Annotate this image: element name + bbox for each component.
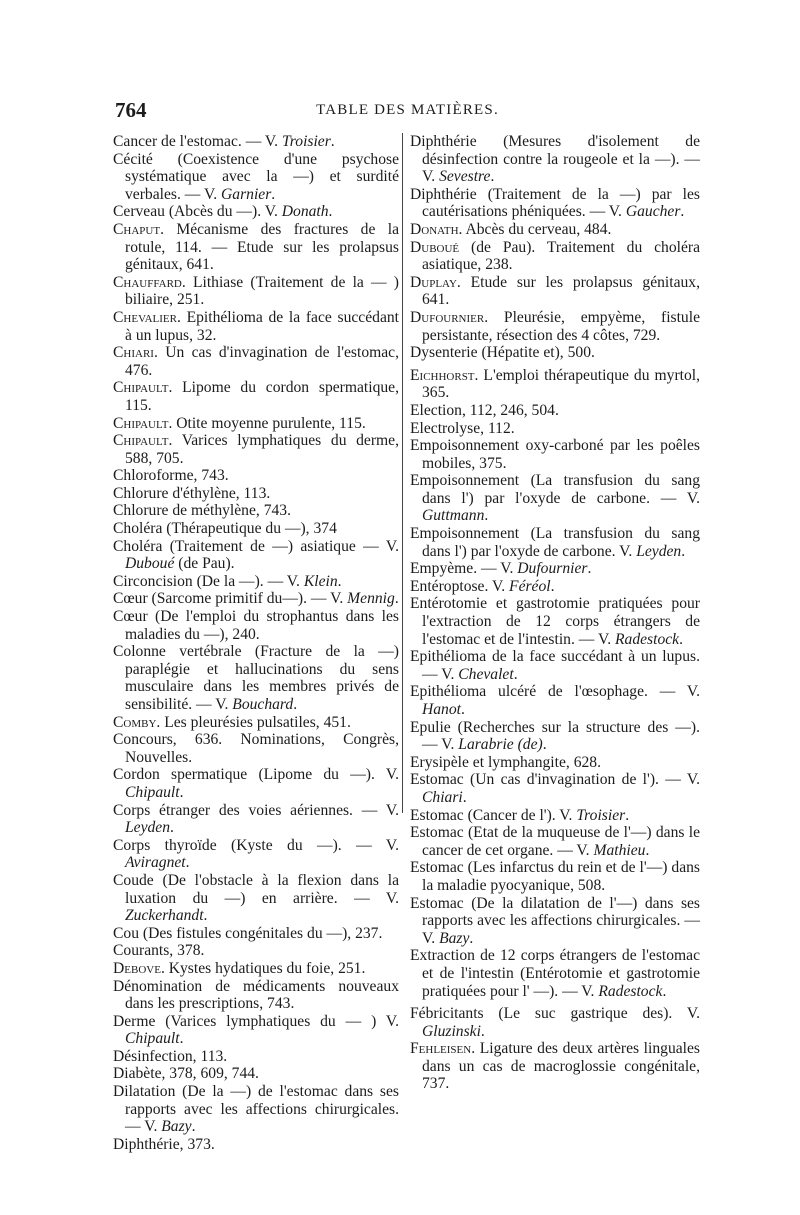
index-entry [113, 221, 399, 274]
entry-reference: Mathieu [593, 841, 646, 859]
index-entry [410, 771, 700, 806]
index-entry [410, 420, 700, 438]
entry-reference: Hanot [422, 701, 461, 718]
index-entry [113, 415, 399, 433]
index-entry [113, 151, 399, 204]
entry-text: Corps étranger des voies aériennes. — V. [113, 801, 399, 819]
entry-tail: . [185, 854, 190, 872]
entry-text: Extraction de 12 corps étrangers de l'estomac et de l'intestin (Entérotomie et gastrotomie pratiquées pour l' —). — V. [410, 947, 700, 1000]
entry-tail: . [337, 572, 342, 590]
entry-reference: Larabrie (de) [458, 736, 543, 754]
entry-text: Cœur (De l'emploi du strophantus dans les maladies du —), 240. [113, 608, 399, 643]
entry-text: . L'emploi thérapeutique du myrtol, 365. [422, 366, 700, 402]
entry-text: . Ligature des deux artères linguales dans un cas de macroglossie congénitale, 737. [422, 1040, 700, 1093]
index-entry [410, 595, 700, 648]
entry-tail: . [469, 929, 474, 947]
entry-author: Chevalier [113, 308, 177, 326]
index-entry [410, 344, 700, 362]
index-entry [113, 538, 399, 573]
entry-reference: Donath [281, 203, 329, 221]
index-entry [410, 186, 700, 221]
index-entry [113, 872, 399, 925]
index-entry [113, 714, 399, 732]
index-entry [113, 1083, 399, 1136]
index-entry [410, 824, 700, 859]
entry-text: Chlorure de méthylène, 743. [113, 502, 291, 520]
entry-text: Colonne vertébrale (Fracture de la —) paraplégie et hallucinations du sens musculaire dans les membres privés de sensibilité. — V. [113, 643, 399, 713]
entry-author: Chipault [113, 432, 169, 450]
entry-text: . Varices lymphatiques du derme, 588, 705. [125, 432, 399, 467]
entry-text: Diphthérie, 373. [113, 1135, 215, 1153]
entry-text: Courants, 378. [113, 942, 205, 960]
entry-tail: . [679, 630, 684, 648]
entry-tail: . [662, 982, 667, 1000]
entry-reference: Duboué [125, 555, 175, 573]
entry-reference: Zuckerhandt [125, 907, 204, 925]
entry-text: Concours, 636. Nominations, Congrès, Nouvelles. [113, 731, 399, 766]
entry-text: Diphthérie (Traitement de la —) par les cautérisations phéniquées. — V. [410, 185, 700, 221]
entry-text: Choléra (Traitement de —) asiatique — V. [113, 537, 399, 555]
entry-text: Cou (Des fistules congénitales du —), 237. [113, 924, 383, 942]
index-entry [113, 274, 399, 309]
index-entry [410, 525, 700, 560]
entry-text: Cordon spermatique (Lipome du —). V. [113, 766, 399, 784]
entry-tail: . [179, 783, 184, 801]
entry-reference: Leyden [636, 542, 682, 560]
entry-text: Diabète, 378, 609, 744. [113, 1065, 259, 1083]
entry-text: Estomac (De la dilatation de l'—) dans ses rapports avec les affections chirurgicales. — V. [410, 894, 700, 947]
index-entry [410, 437, 700, 472]
entry-text: Estomac (Cancer de l'). V. [410, 806, 577, 824]
entry-author: Chauffard [113, 273, 182, 291]
entry-text: Désinfection, 113. [113, 1047, 228, 1065]
entry-text: Erysipèle et lymphangite, 628. [410, 753, 601, 771]
index-entry [113, 467, 399, 485]
index-entry [113, 590, 399, 608]
index-entry [410, 578, 700, 596]
entry-tail: . [680, 203, 685, 221]
entry-text: Cerveau (Abcès du —). V. [113, 203, 282, 221]
index-entry [113, 520, 399, 538]
index-entry [113, 978, 399, 1013]
index-entry [410, 683, 700, 718]
entry-text: Empoisonnement oxy-carboné par les poêles mobiles, 375. [410, 437, 700, 472]
index-entry [410, 648, 700, 683]
entry-author: Debove [113, 959, 161, 977]
right-column [410, 133, 700, 1093]
entry-tail: . [484, 507, 489, 525]
entry-text: Chlorure d'éthylène, 113. [113, 484, 271, 502]
index-entry [113, 344, 399, 379]
entry-author: Comby [113, 713, 157, 731]
index-entry [113, 502, 399, 520]
index-entry [113, 960, 399, 978]
entry-tail: . [681, 542, 686, 560]
entry-author: Donath [410, 220, 459, 238]
entry-text: Estomac (Etat de la muqueuse de l'—) dans le cancer de cet organe. — V. [410, 824, 700, 859]
entry-text: Entérotomie et gastrotomie pratiquées pour l'extraction de 12 corps étrangers de l'estomac et de l'intestin. — V. [410, 595, 700, 648]
entry-reference: Bazy [439, 929, 470, 947]
entry-author: Chiari [113, 344, 154, 362]
entry-text: Epithélioma ulcéré de l'œsophage. — V. [410, 683, 700, 701]
entry-tail: . [328, 203, 333, 221]
index-entry [410, 947, 700, 1000]
entry-reference: Chiari [422, 788, 463, 806]
index-entry [410, 402, 700, 420]
index-entry [113, 608, 399, 643]
index-entry [113, 766, 399, 801]
entry-author: Chaput [113, 220, 161, 238]
entry-author: Chipault [113, 379, 169, 397]
entry-text: Empyème. — V. [410, 560, 518, 578]
entry-reference: Mennig [347, 590, 395, 608]
entry-tail: . [645, 841, 650, 859]
index-entry [113, 942, 399, 960]
entry-text: Dilatation (De la —) de l'estomac dans ses rapports avec les affections chirurgicales. — V. [113, 1083, 399, 1136]
index-entry [410, 309, 700, 344]
entry-reference: Radestock [598, 982, 663, 1000]
entry-text: . Lithiase (Traitement de la — ) biliaire, 251. [125, 273, 399, 309]
entry-text: Cécité (Coexistence d'une psychose systématique avec la —) et surdité verbales. — V. [113, 150, 399, 203]
entry-tail: . [394, 590, 399, 608]
entry-author: Dufournier [410, 308, 485, 326]
entry-text: . Kystes hydatiques du foie, 251. [160, 959, 366, 977]
entry-author: Duboué [410, 238, 460, 256]
running-title: TABLE DES MATIÈRES. [316, 102, 499, 118]
entry-reference: Féréol [509, 577, 551, 595]
entry-reference: Guttmann [422, 507, 485, 525]
entry-text: Empoisonnement (La transfusion du sang dans l') par l'oxyde de carbone. — V. [410, 472, 700, 507]
entry-text: Electrolyse, 112. [410, 419, 515, 437]
index-entry [410, 1005, 700, 1040]
entry-text: . Un cas d'invagination de l'estomac, 476. [125, 344, 399, 379]
entry-reference: Gluzinski [422, 1022, 481, 1040]
entry-text: Dénomination de médicaments nouveaux dans les prescriptions, 743. [113, 977, 399, 1013]
index-entry [410, 133, 700, 186]
entry-tail: . [293, 696, 298, 713]
entry-tail: . [460, 701, 465, 718]
entry-text: (de Pau). Traitement du choléra asiatique, 238. [422, 238, 700, 274]
entry-author: Chipault [113, 414, 169, 432]
entry-reference: Chipault [125, 1030, 180, 1048]
entry-reference: Klein [303, 572, 338, 590]
entry-tail: . [462, 788, 467, 806]
index-entry [410, 719, 700, 754]
entry-text: Corps thyroïde (Kyste du —). — V. [113, 836, 399, 854]
entry-text: Coude (De l'obstacle à la flexion dans la luxation du —) en arrière. — V. [113, 871, 399, 907]
entry-tail: . [480, 1022, 485, 1040]
index-entry [113, 643, 399, 713]
entry-tail: . [330, 133, 335, 150]
index-entry [410, 807, 700, 825]
entry-reference: Garnier [221, 185, 272, 203]
entry-text: Cancer de l'estomac. — V. [113, 133, 282, 150]
entry-text: Estomac (Un cas d'invagination de l'). — V. [410, 771, 700, 789]
entry-tail: (de Pau). [174, 555, 235, 573]
entry-reference: Bouchard [232, 696, 294, 713]
entry-text: Chloroforme, 743. [113, 467, 229, 485]
page-header [115, 98, 700, 124]
index-entry [410, 221, 700, 239]
index-entry [113, 1013, 399, 1048]
entry-text: . Les pleurésies pulsatiles, 451. [156, 713, 351, 731]
index-entry [410, 754, 700, 772]
entry-text: Diphthérie (Mesures d'isolement de désinfection contre la rougeole et la —). — V. [410, 133, 700, 186]
entry-reference: Leyden [125, 819, 171, 837]
entry-tail: . [587, 560, 592, 578]
index-entry [113, 802, 399, 837]
entry-reference: Bazy [161, 1118, 192, 1136]
index-entry [410, 859, 700, 894]
left-column [113, 133, 399, 1153]
entry-reference: Sevestre [439, 168, 491, 186]
entry-reference: Troisier [576, 806, 626, 824]
index-entry [113, 1048, 399, 1066]
entry-text: . Lipome du cordon spermatique, 115. [125, 379, 399, 414]
entry-text: Epulie (Recherches sur la structure des —). — V. [410, 718, 700, 754]
entry-reference: Gaucher [625, 203, 681, 221]
entry-reference: Troisier [281, 133, 331, 150]
index-entry [410, 367, 700, 402]
index-entry [113, 203, 399, 221]
entry-reference: Dufournier [517, 560, 588, 578]
entry-text: Choléra (Thérapeutique du —), 374 [113, 520, 337, 538]
entry-text: . Otite moyenne purulente, 115. [168, 414, 366, 432]
index-entry [113, 837, 399, 872]
index-entry [113, 309, 399, 344]
index-entry [113, 133, 399, 151]
page-number: 764 [115, 98, 147, 122]
entry-text: . Mécanisme des fractures de la rotule, 114. — Etude sur les prolapsus génitaux, 641. [125, 220, 399, 274]
entry-tail: . [191, 1118, 196, 1136]
index-entry [113, 1136, 399, 1154]
entry-author: Duplay [410, 273, 457, 291]
entry-tail: . [170, 819, 174, 837]
index-entry [410, 1040, 700, 1093]
entry-text: Epithélioma de la face succédant à un lupus. — V. [410, 648, 700, 683]
index-entry [113, 1065, 399, 1083]
entry-text: . Pleurésie, empyème, fistule persistante, résection des 4 côtes, 729. [422, 308, 700, 344]
entry-tail: . [271, 185, 276, 203]
entry-reference: Radestock [615, 630, 680, 648]
entry-reference: Chipault [125, 783, 180, 801]
entry-author: Eichhorst [410, 366, 475, 384]
index-entry [113, 485, 399, 503]
entry-tail: . [550, 577, 555, 595]
entry-text: Cœur (Sarcome primitif du—). — V. [113, 590, 348, 608]
index-entry [113, 432, 399, 467]
index-entry [113, 379, 399, 414]
entry-text: . Abcès du cerveau, 484. [458, 220, 612, 238]
index-entry [410, 895, 700, 948]
index-entry [113, 731, 399, 766]
index-entry [113, 573, 399, 591]
column-divider [402, 133, 403, 813]
entry-tail: . [179, 1030, 184, 1048]
index-entry [410, 560, 700, 578]
entry-text: Entéroptose. V. [410, 577, 510, 595]
entry-text: Estomac (Les infarctus du rein et de l'—) dans la maladie pyocyanique, 508. [410, 859, 700, 894]
entry-reference: Aviragnet [125, 854, 186, 872]
entry-text: Circoncision (De la —). — V. [113, 572, 304, 590]
entry-text: Election, 112, 246, 504. [410, 401, 559, 419]
entry-tail: . [490, 168, 495, 186]
entry-tail: . [203, 907, 208, 925]
entry-tail: . [513, 665, 518, 683]
entry-text: Fébricitants (Le suc gastrique des). V. [410, 1005, 700, 1023]
index-entry [410, 472, 700, 525]
entry-text: . Epithélioma de la face succédant à un lupus, 32. [125, 308, 399, 344]
entry-text: Derme (Varices lymphatiques du — ) V. [113, 1012, 399, 1030]
entry-text: . Etude sur les prolapsus génitaux, 641. [422, 273, 700, 309]
entry-text: Empoisonnement (La transfusion du sang dans l') par l'oxyde de carbone. V. [410, 525, 700, 560]
index-entry [410, 239, 700, 274]
index-entry [410, 274, 700, 309]
entry-reference: Chevalet [458, 665, 514, 683]
entry-text: Dysenterie (Hépatite et), 500. [410, 344, 595, 362]
entry-tail: . [542, 736, 547, 754]
entry-tail: . [625, 806, 630, 824]
entry-author: Fehleisen [410, 1040, 472, 1058]
index-entry [113, 925, 399, 943]
